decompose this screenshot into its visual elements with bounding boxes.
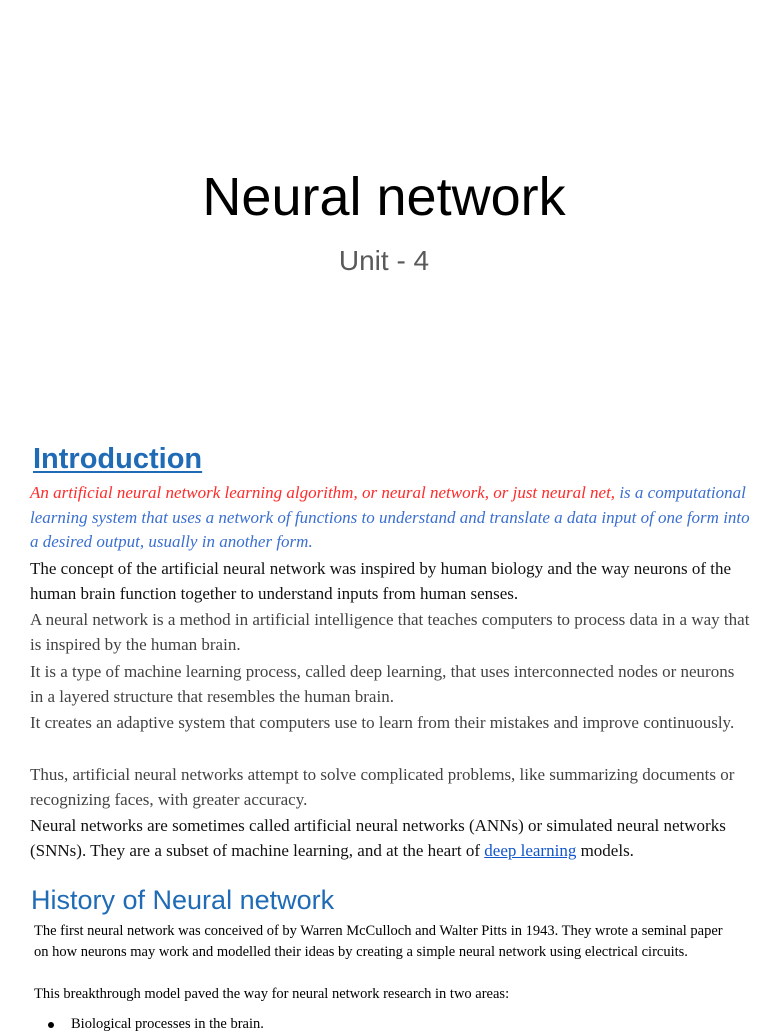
intro-paragraph-4: It creates an adaptive system that computers use to learn from their mistakes and improve continuously. [30, 713, 735, 732]
intro-paragraph-6 [30, 814, 750, 863]
page-subtitle: Unit - 4 [338, 245, 430, 276]
lead-red-text: An artificial neural network learning algorithm, or neural network, or just neural net, [30, 483, 616, 502]
bullet-text: Biological processes in the brain. [71, 1016, 264, 1032]
history-bullet-item [48, 1014, 264, 1035]
lead-blue-text: is a computational learning system that uses a network of functions to understand and translate a data input of one form into a desired output, usually in another form. [30, 483, 750, 551]
p6-text-before: Neural networks are sometimes called artificial neural networks (ANNs) or simulated neural networks (SNNs). They are a subset of machine learning, and at the heart of [30, 816, 726, 860]
p6-text-after: models. [576, 840, 634, 860]
page-title: Neural network [202, 167, 566, 227]
history-paragraph-2: This breakthrough model paved the way for neural network research in two areas: [34, 986, 510, 1002]
introduction-lead [30, 481, 750, 555]
introduction-heading: Introduction [33, 443, 203, 475]
history-paragraph-1: The first neural network was conceived of by Warren McCulloch and Walter Pitts in 1943. They wrote a seminal paper on how neurons may work and modelled their ideas by creating a simple neural network using electrical circuits. [34, 923, 723, 960]
intro-paragraph-1: The concept of the artificial neural network was inspired by human biology and the way neurons of the human brain function together to understand inputs from human senses. [30, 559, 732, 603]
intro-paragraph-5: Thus, artificial neural networks attempt to solve complicated problems, like summarizing documents or recognizing faces, with greater accuracy. [30, 765, 735, 809]
bullet-icon [48, 1022, 54, 1028]
intro-paragraph-2: A neural network is a method in artificial intelligence that teaches computers to process data in a way that is inspired by the human brain. [30, 610, 750, 654]
history-heading: History of Neural network [31, 885, 335, 915]
intro-paragraph-3: It is a type of machine learning process, called deep learning, that uses interconnected nodes or neurons in a layered structure that resembles the human brain. [30, 662, 735, 706]
deep-learning-link[interactable]: deep learning [484, 840, 577, 860]
